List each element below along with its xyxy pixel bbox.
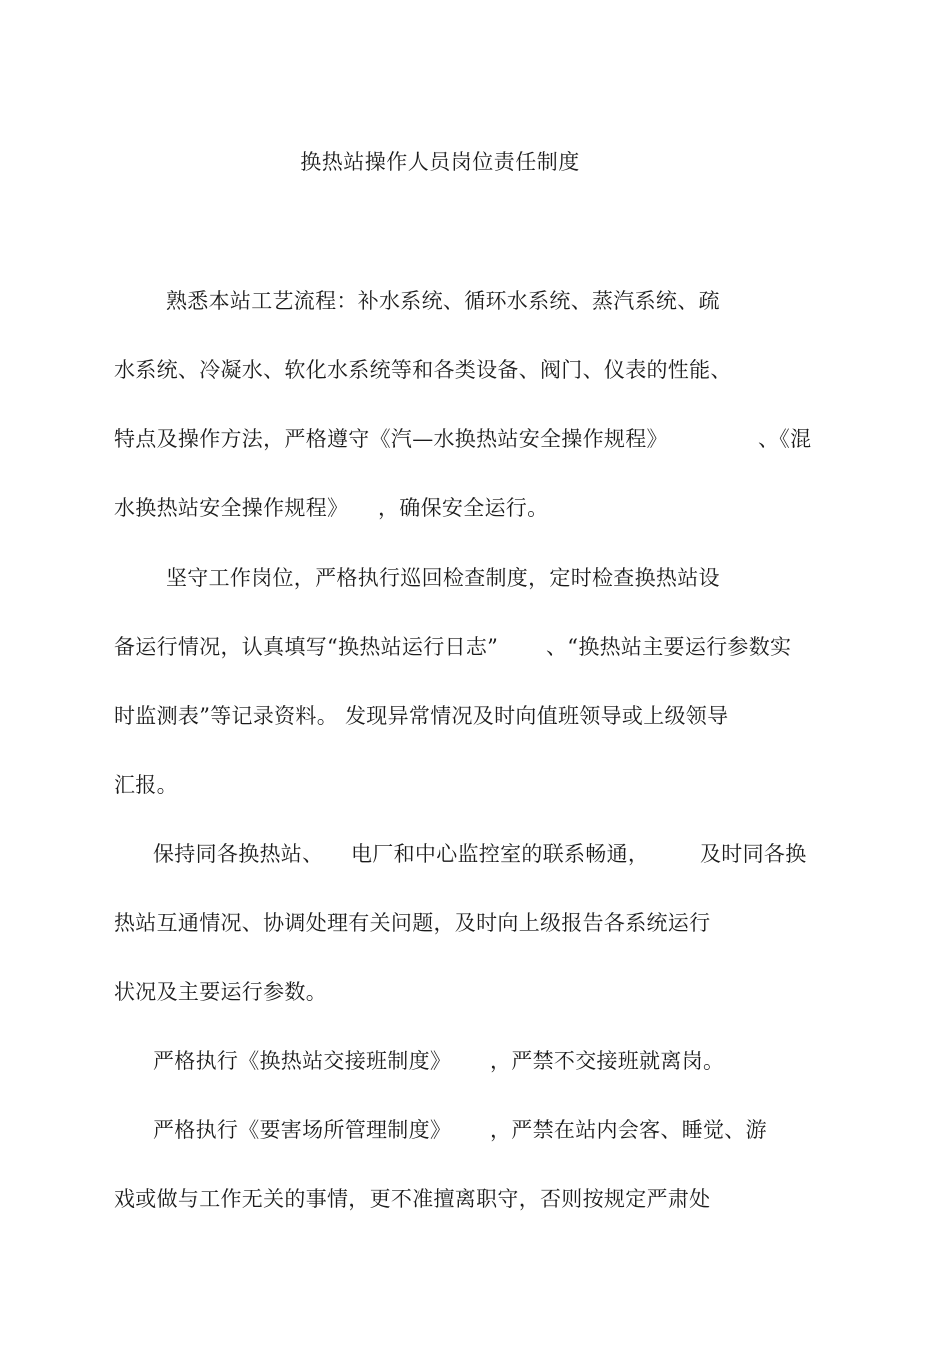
text-line: ，严禁在站内会客、睡觉、游 (490, 1118, 767, 1142)
text-line: ，严禁不交接班就离岗。 (490, 1049, 725, 1073)
text-line: 、“换热站主要运行参数实 (546, 635, 792, 659)
text-line: 戏或做与工作无关的事情，更不准擅离职守，否则按规定严肃处 (114, 1187, 711, 1211)
text-line: 、《混 (758, 427, 812, 451)
text-line: ，确保安全运行。 (378, 496, 549, 520)
text-line: 保持同各换热站、 (153, 842, 324, 866)
document-title: 换热站操作人员岗位责任制度 (300, 150, 580, 174)
text-line: 状况及主要运行参数。 (114, 980, 327, 1004)
text-line: 汇报。 (114, 773, 178, 797)
text-line: 特点及操作方法，严格遵守《汽—水换热站安全操作规程》 (114, 427, 668, 451)
text-line: 热站互通情况、协调处理有关问题，及时向上级报告各系统运行 (114, 911, 711, 935)
text-line: 水系统、冷凝水、软化水系统等和各类设备、阀门、仪表的性能、 (114, 358, 732, 382)
text-line: 备运行情况，认真填写“换热站运行日志” (114, 635, 499, 659)
text-line: 严格执行《换热站交接班制度》 (153, 1049, 452, 1073)
text-line: 及时同各换 (700, 842, 807, 866)
text-line: 电厂和中心监控室的联系畅通， (351, 842, 650, 866)
text-line: 时监测表”等记录资料。 发现异常情况及时向值班领导或上级领导 (114, 704, 729, 728)
text-line: 严格执行《要害场所管理制度》 (153, 1118, 452, 1142)
text-line: 熟悉本站工艺流程：补水系统、循环水系统、蒸汽系统、疏 (166, 289, 720, 313)
text-line: 坚守工作岗位，严格执行巡回检查制度，定时检查换热站设 (166, 566, 720, 590)
text-line: 水换热站安全操作规程》 (114, 496, 349, 520)
